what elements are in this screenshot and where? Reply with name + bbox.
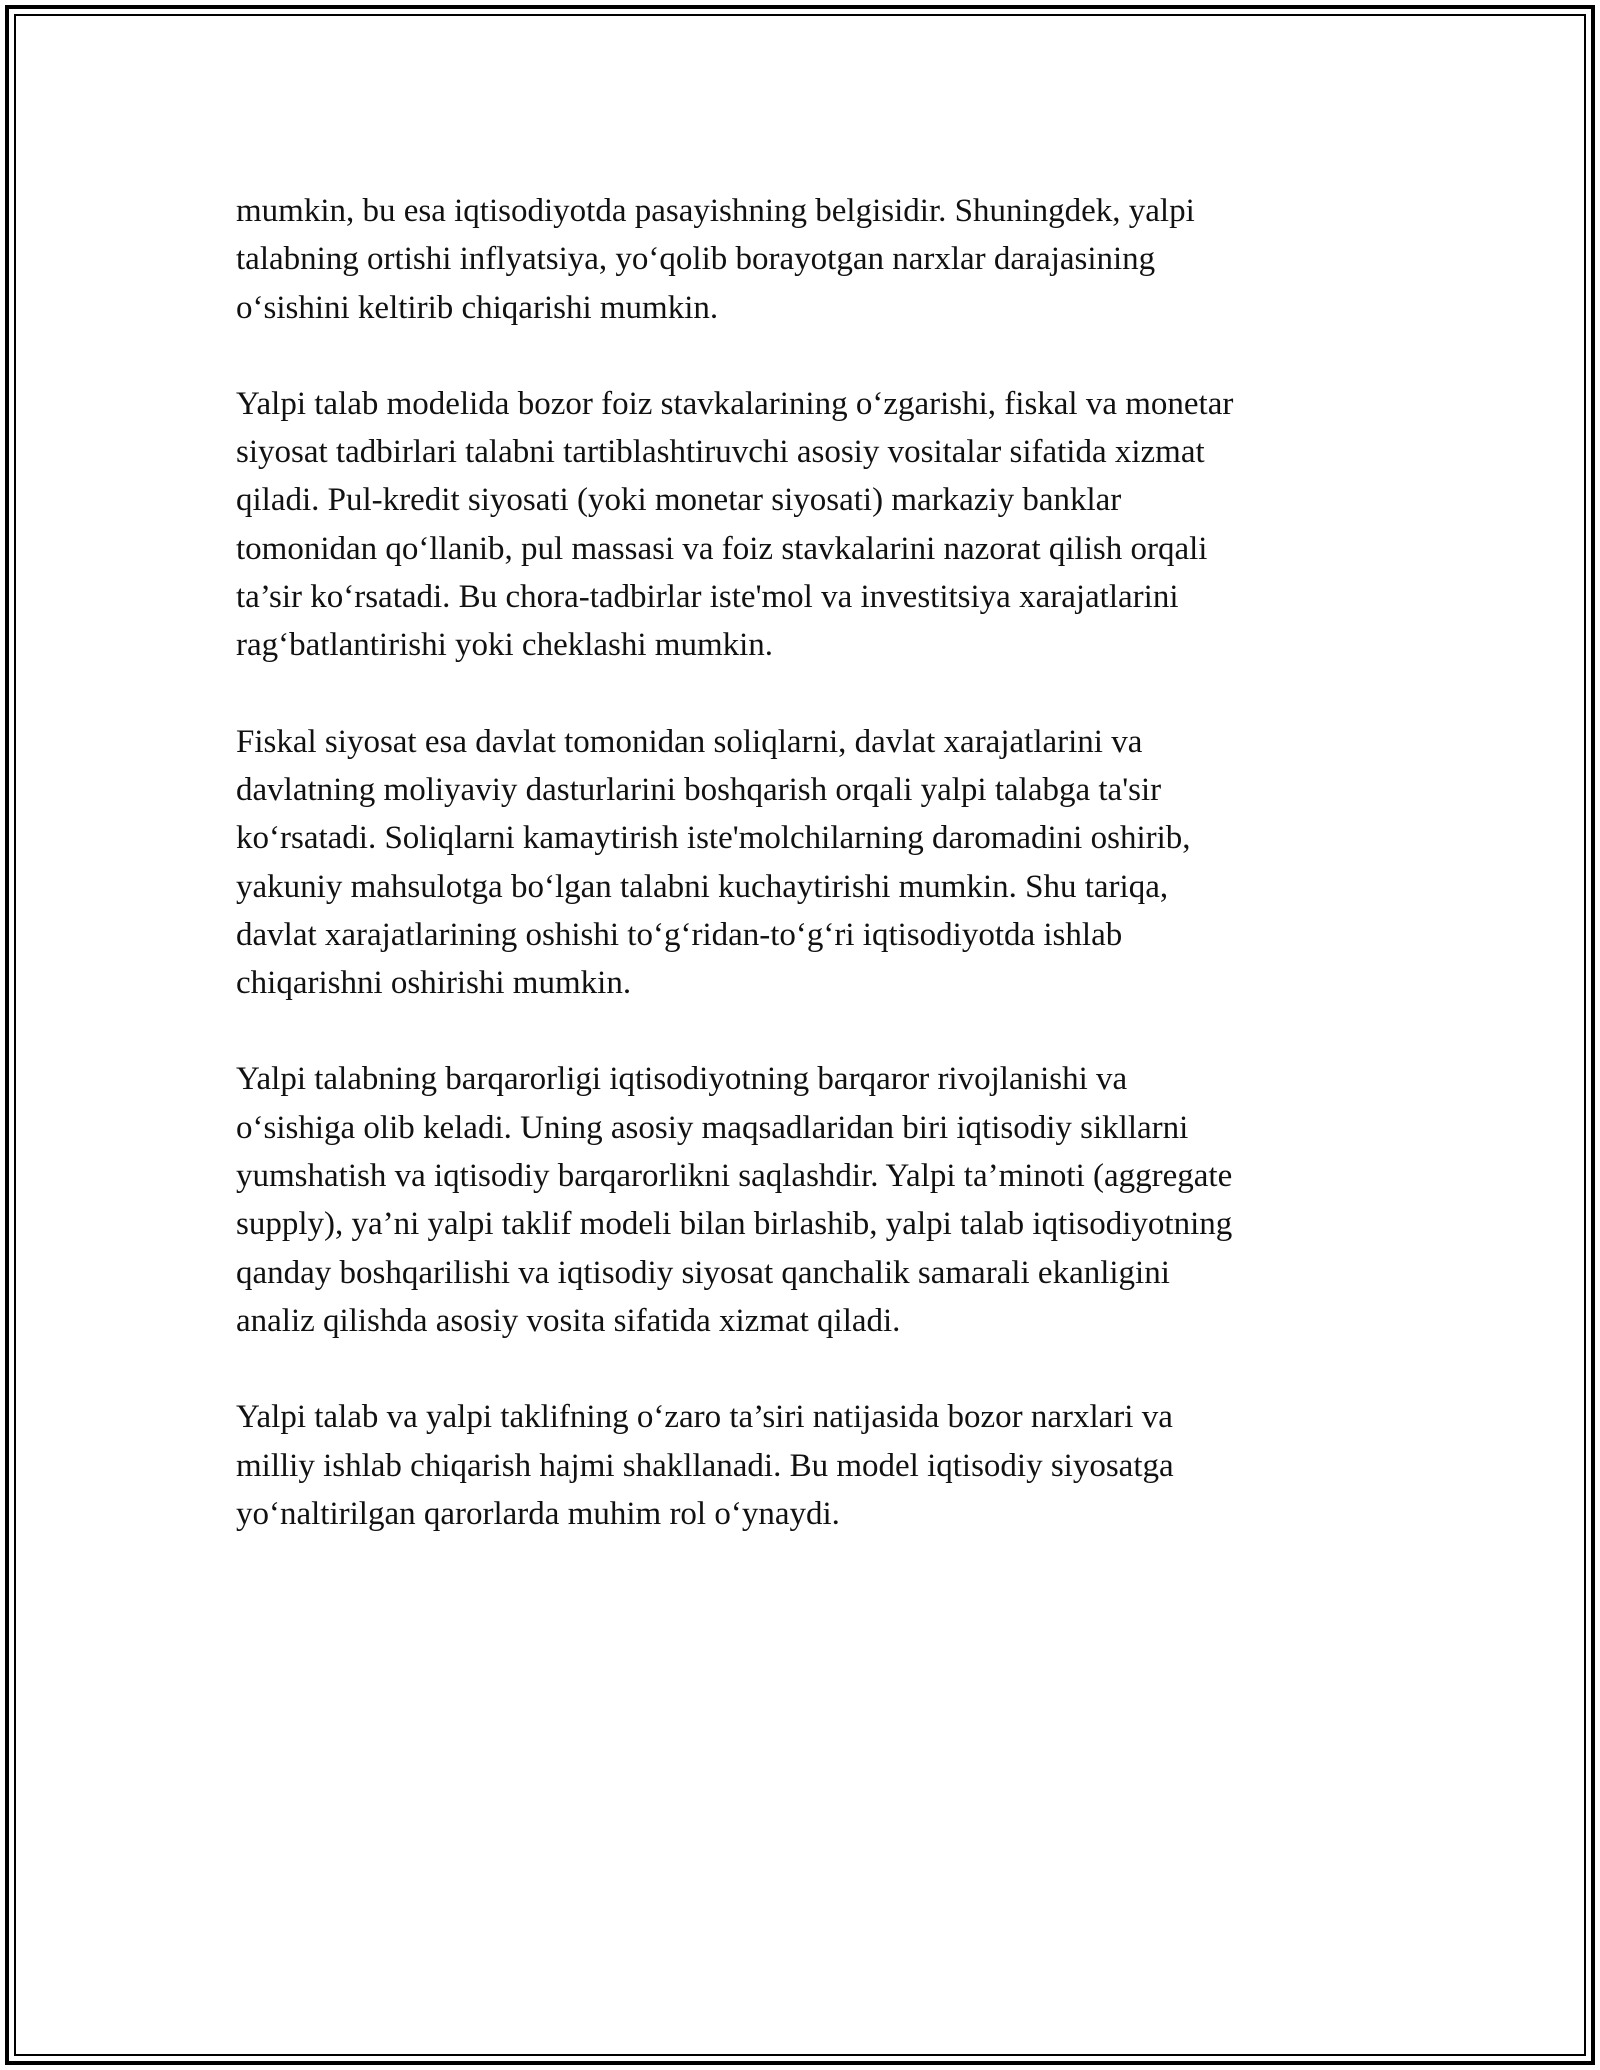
text-line: talabning ortishi inflyatsiya, yo‘qolib borayotgan narxlar darajasining (236, 241, 1156, 278)
text-line: yumshatish va iqtisodiy barqarorlikni saqlashdir. Yalpi ta’minoti (aggregate (236, 1158, 1233, 1195)
text-line: analiz qilishda asosiy vosita sifatida xizmat qiladi. (236, 1302, 901, 1339)
paragraph-2 (236, 380, 1366, 670)
paragraph-4 (236, 1055, 1366, 1345)
text-line: Fiskal siyosat esa davlat tomonidan soliqlarni, davlat xarajatlarini va (236, 723, 1143, 760)
text-line: yo‘naltirilgan qarorlarda muhim rol o‘ynaydi. (236, 1495, 840, 1532)
text-line: qiladi. Pul-kredit siyosati (yoki monetar siyosati) markaziy banklar (236, 482, 1122, 519)
document-body (236, 187, 1366, 1586)
paragraph-5 (236, 1393, 1366, 1538)
text-line: ko‘rsatadi. Soliqlarni kamaytirish iste'molchilarning daromadini oshirib, (236, 820, 1191, 857)
paragraph-1 (236, 187, 1366, 332)
text-line: mumkin, bu esa iqtisodiyotda pasayishning belgisidir. Shuningdek, yalpi (236, 193, 1195, 229)
text-line: milliy ishlab chiqarish hajmi shakllanadi. Bu model iqtisodiy siyosatga (236, 1447, 1174, 1484)
text-line: chiqarishni oshirishi mumkin. (236, 965, 632, 1002)
text-line: siyosat tadbirlari talabni tartiblashtiruvchi asosiy vositalar sifatida xizmat (236, 434, 1205, 471)
text-line: davlat xarajatlarining oshishi to‘g‘ridan-to‘g‘ri iqtisodiyotda ishlab (236, 916, 1123, 953)
text-line: tomonidan qo‘llanib, pul massasi va foiz stavkalarini nazorat qilish orqali (236, 530, 1208, 567)
text-line: o‘sishini keltirib chiqarishi mumkin. (236, 289, 719, 326)
text-line: qanday boshqarilishi va iqtisodiy siyosat qanchalik samarali ekanligini (236, 1254, 1170, 1291)
text-line: yakuniy mahsulotga bo‘lgan talabni kuchaytirishi mumkin. Shu tariqa, (236, 868, 1169, 905)
text-line: Yalpi talabning barqarorligi iqtisodiyotning barqaror rivojlanishi va (236, 1061, 1128, 1098)
text-line: o‘sishiga olib keladi. Uning asosiy maqsadlaridan biri iqtisodiy sikllarni (236, 1109, 1189, 1146)
paragraph-3 (236, 718, 1366, 1008)
text-line: Yalpi talab modelida bozor foiz stavkalarining o‘zgarishi, fiskal va monetar (236, 385, 1234, 422)
text-line: ta’sir ko‘rsatadi. Bu chora-tadbirlar iste'mol va investitsiya xarajatlarini (236, 579, 1179, 616)
text-line: davlatning moliyaviy dasturlarini boshqarish orqali yalpi talabga ta'sir (236, 771, 1162, 808)
text-line: rag‘batlantirishi yoki cheklashi mumkin. (236, 627, 774, 664)
text-line: supply), ya’ni yalpi taklif modeli bilan birlashib, yalpi talab iqtisodiyotning (236, 1206, 1233, 1243)
text-line: Yalpi talab va yalpi taklifning o‘zaro ta’siri natijasida bozor narxlari va (236, 1399, 1173, 1436)
